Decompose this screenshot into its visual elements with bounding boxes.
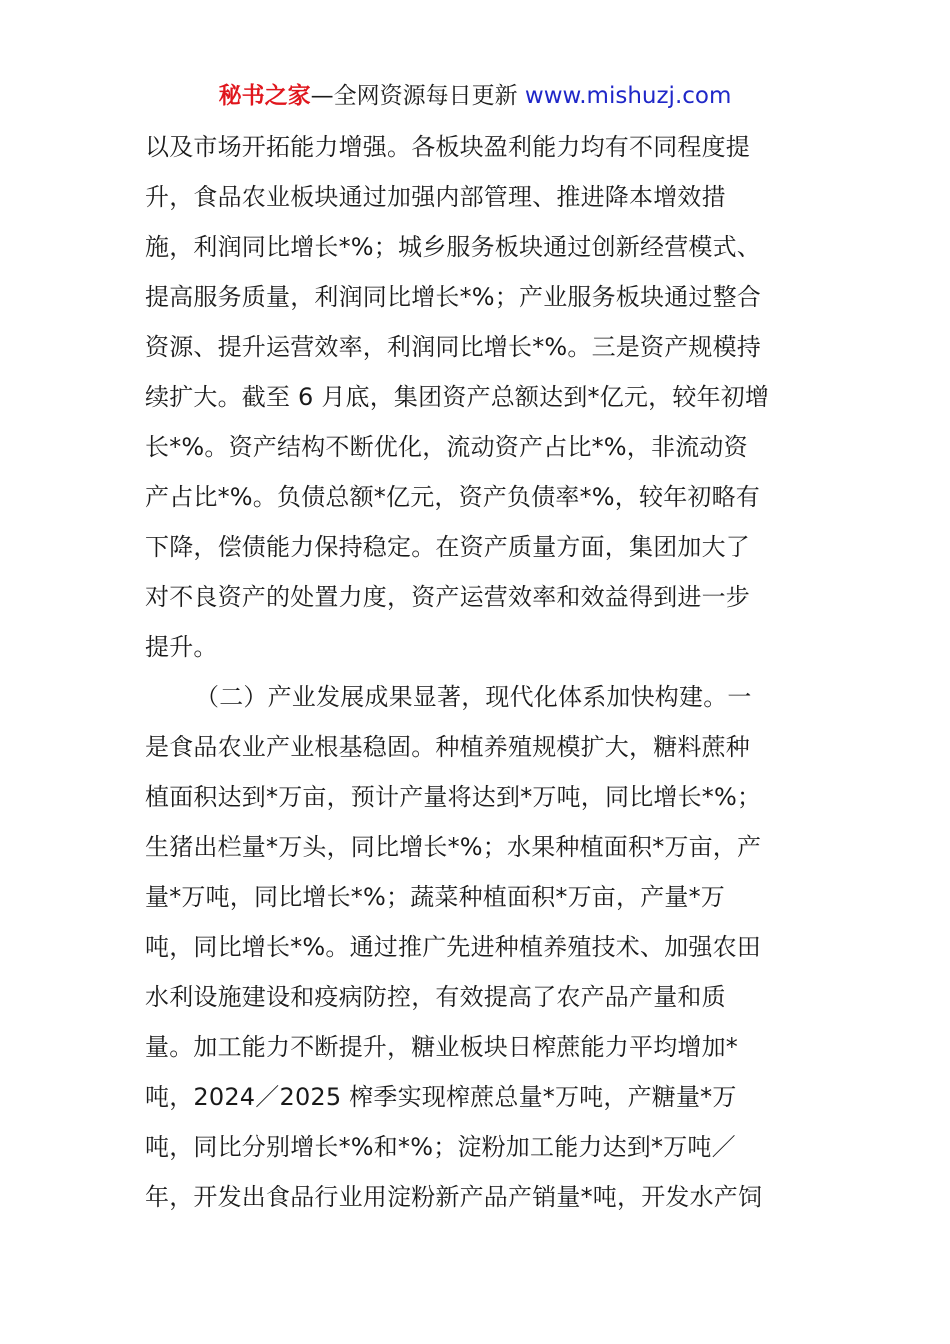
text-line: 吨，同比分别增长*%和*%；淀粉加工能力达到*万吨／ (145, 1133, 736, 1161)
document-body (145, 122, 810, 1222)
text-line: 生猪出栏量*万头，同比增长*%；水果种植面积*万亩，产 (145, 833, 762, 861)
site-brand: 秘书之家 (218, 83, 311, 109)
text-line: 吨，同比增长*%。通过推广先进种植养殖技术、加强农田 (145, 933, 762, 961)
text-line: 是食品农业产业根基稳固。种植养殖规模扩大，糖料蔗种 (145, 733, 750, 761)
text-line: 植面积达到*万亩，预计产量将达到*万吨，同比增长*%； (145, 783, 762, 811)
text-line: 量*万吨，同比增长*%；蔬菜种植面积*万亩，产量*万 (145, 883, 726, 911)
text-line: 下降，偿债能力保持稳定。在资产质量方面，集团加大了 (145, 533, 750, 561)
text-line: 提升。 (145, 633, 218, 661)
text-line: 长*%。资产结构不断优化，流动资产占比*%，非流动资 (145, 433, 748, 461)
text-line: 资源、提升运营效率，利润同比增长*%。三是资产规模持 (145, 333, 762, 361)
text-line: 量。加工能力不断提升，糖业板块日榨蔗能力平均增加* (145, 1033, 738, 1061)
text-line: 提高服务质量，利润同比增长*%；产业服务板块通过整合 (145, 283, 762, 311)
text-line: 以及市场开拓能力增强。各板块盈利能力均有不同程度提 (145, 133, 750, 161)
section-heading-line: （二）产业发展成果显著，现代化体系加快构建。一 (195, 683, 752, 711)
text-line: 水利设施建设和疫病防控，有效提高了农产品产量和质 (145, 983, 726, 1011)
text-line: 产占比*%。负债总额*亿元，资产负债率*%，较年初略有 (145, 483, 761, 511)
text-line: 对不良资产的处置力度，资产运营效率和效益得到进一步 (145, 583, 750, 611)
text-line: 续扩大。截至 6 月底，集团资产总额达到*亿元，较年初增 (145, 383, 770, 411)
site-header (0, 80, 950, 112)
site-url-link[interactable]: www.mishuzj.com (524, 83, 732, 109)
text-line: 升，食品农业板块通过加强内部管理、推进降本增效措 (145, 183, 726, 211)
text-line: 年，开发出食品行业用淀粉新产品产销量*吨，开发水产饲 (145, 1183, 763, 1211)
text-line: 施，利润同比增长*%；城乡服务板块通过创新经营模式、 (145, 233, 762, 261)
text-line: 吨，2024／2025 榨季实现榨蔗总量*万吨，产糖量*万 (145, 1083, 737, 1111)
site-slogan: —全网资源每日更新 (310, 83, 525, 109)
